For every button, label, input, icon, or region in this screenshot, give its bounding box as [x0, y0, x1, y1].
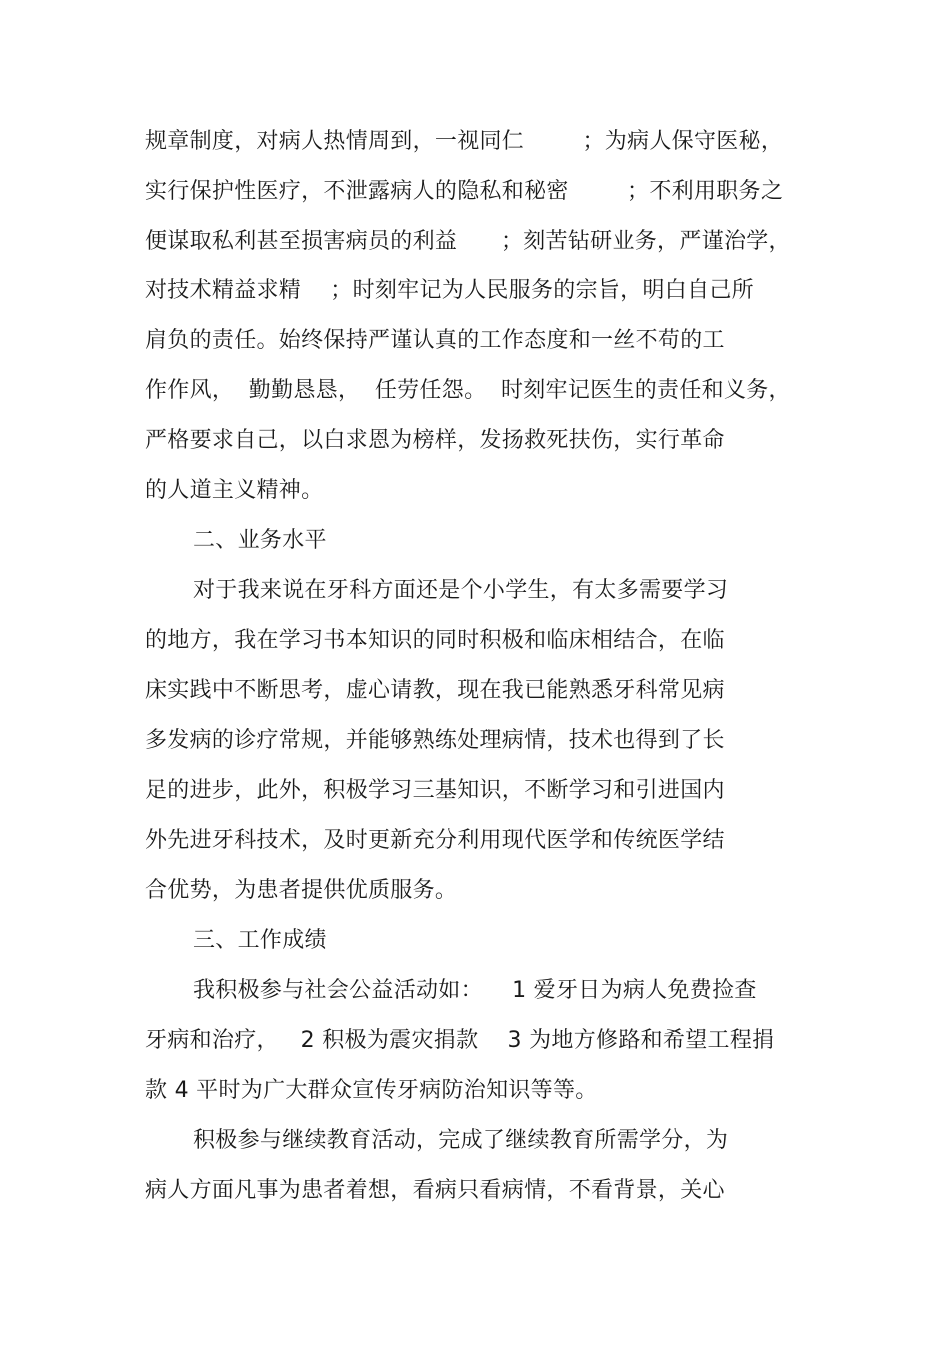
- paragraph-line: 实行保护性医疗，不泄露病人的隐私和秘密 ；不利用职务之: [145, 179, 784, 204]
- paragraph-line: 肩负的责任。始终保持严谨认真的工作态度和一丝不苟的工: [145, 328, 725, 353]
- section-heading: 三、工作成绩: [193, 928, 327, 953]
- paragraph-line: 对于我来说在牙科方面还是个小学生，有太多需要学习: [193, 578, 729, 603]
- paragraph-line: 外先进牙科技术，及时更新充分利用现代医学和传统医学结: [145, 828, 725, 853]
- paragraph-line: 严格要求自己，以白求恩为榜样，发扬救死扶伤，实行革命: [145, 428, 725, 453]
- section-heading: 二、业务水平: [193, 528, 327, 553]
- paragraph-line: 规章制度，对病人热情周到，一视同仁 ；为病人保守医秘，: [145, 129, 784, 154]
- paragraph-line: 积极参与继续教育活动，完成了继续教育所需学分，为: [193, 1128, 729, 1153]
- paragraph-line: 的人道主义精神。: [145, 478, 324, 503]
- paragraph-line: 对技术精益求精 ；时刻牢记为人民服务的宗旨，明白自己所: [145, 278, 754, 303]
- paragraph-line: 款 4 平时为广大群众宣传牙病防治知识等等。: [145, 1078, 598, 1103]
- paragraph-line: 病人方面凡事为患者着想，看病只看病情，不看背景，关心: [145, 1178, 725, 1203]
- paragraph-line: 合优势，为患者提供优质服务。: [145, 878, 458, 903]
- paragraph-line: 牙病和治疗， 2 积极为震灾捐款 3 为地方修路和希望工程捐: [145, 1028, 775, 1053]
- paragraph-line: 足的进步，此外，积极学习三基知识，不断学习和引进国内: [145, 778, 725, 803]
- paragraph-line: 的地方，我在学习书本知识的同时积极和临床相结合，在临: [145, 628, 725, 653]
- paragraph-line: 作作风， 勤勤恳恳， 任劳任怨。 时刻牢记医生的责任和义务，: [145, 378, 791, 403]
- paragraph-line: 我积极参与社会公益活动如： 1 爱牙日为病人免费捡查: [193, 978, 757, 1003]
- paragraph-line: 床实践中不断思考，虚心请教，现在我已能熟悉牙科常见病: [145, 678, 725, 703]
- paragraph-line: 便谋取私利甚至损害病员的利益 ；刻苦钻研业务，严谨治学，: [145, 229, 791, 254]
- paragraph-line: 多发病的诊疗常规，并能够熟练处理病情，技术也得到了长: [145, 728, 725, 753]
